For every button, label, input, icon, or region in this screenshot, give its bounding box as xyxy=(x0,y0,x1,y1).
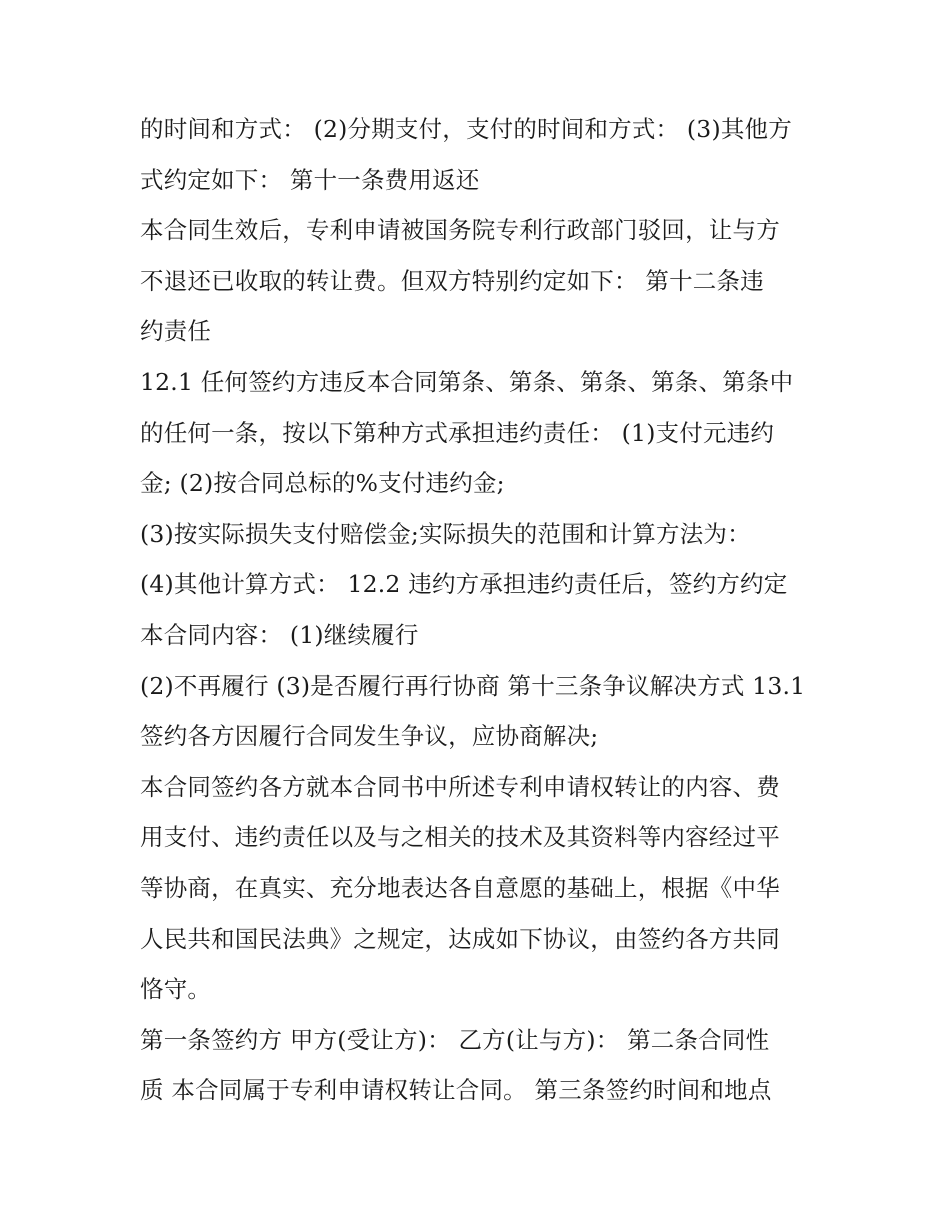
text-line: 等协商，在真实、充分地表达各自意愿的基础上，根据《中华 xyxy=(140,873,780,902)
text-line: 用支付、违约责任以及与之相关的技术及其资料等内容经过平 xyxy=(140,823,780,852)
text-line: 人民共和国民法典》之规定，达成如下协议，由签约各方共同 xyxy=(140,924,780,953)
contract-text xyxy=(140,104,820,1116)
text-line: 本合同内容： (1)继续履行 xyxy=(140,620,419,649)
text-line: 签约各方因履行合同发生争议，应协商解决; xyxy=(140,722,599,751)
text-line: 式约定如下： 第十一条费用返还 xyxy=(140,165,480,194)
text-line: 12.1 任何签约方违反本合同第条、第条、第条、第条、第条中 xyxy=(140,367,794,396)
text-line: 质 本合同属于专利申请权转让合同。 第三条签约时间和地点 xyxy=(140,1076,772,1105)
text-line: 本合同签约各方就本合同书中所述专利申请权转让的内容、费 xyxy=(140,772,780,801)
text-line: 恪守。 xyxy=(140,975,212,1004)
text-line: 金; (2)按合同总标的%支付违约金; xyxy=(140,469,505,498)
text-line: (4)其他计算方式： 12.2 违约方承担违约责任后，签约方约定 xyxy=(140,570,788,599)
text-line: 第一条签约方 甲方(受让方)： 乙方(让与方)： 第二条合同性 xyxy=(140,1025,770,1054)
text-line: 不退还已收取的转让费。但双方特别约定如下： 第十二条违 xyxy=(140,266,764,295)
text-line: (3)按实际损失支付赔偿金;实际损失的范围和计算方法为： xyxy=(140,519,751,548)
text-line: 的时间和方式： (2)分期支付，支付的时间和方式： (3)其他方 xyxy=(140,115,792,143)
text-line: 的任何一条，按以下第种方式承担违约责任： (1)支付元违约 xyxy=(140,418,775,447)
text-line: 约责任 xyxy=(140,317,212,346)
text-line: (2)不再履行 (3)是否履行再行协商 第十三条争议解决方式 13.1 xyxy=(140,671,806,700)
text-line: 本合同生效后，专利申请被国务院专利行政部门驳回，让与方 xyxy=(140,216,780,245)
